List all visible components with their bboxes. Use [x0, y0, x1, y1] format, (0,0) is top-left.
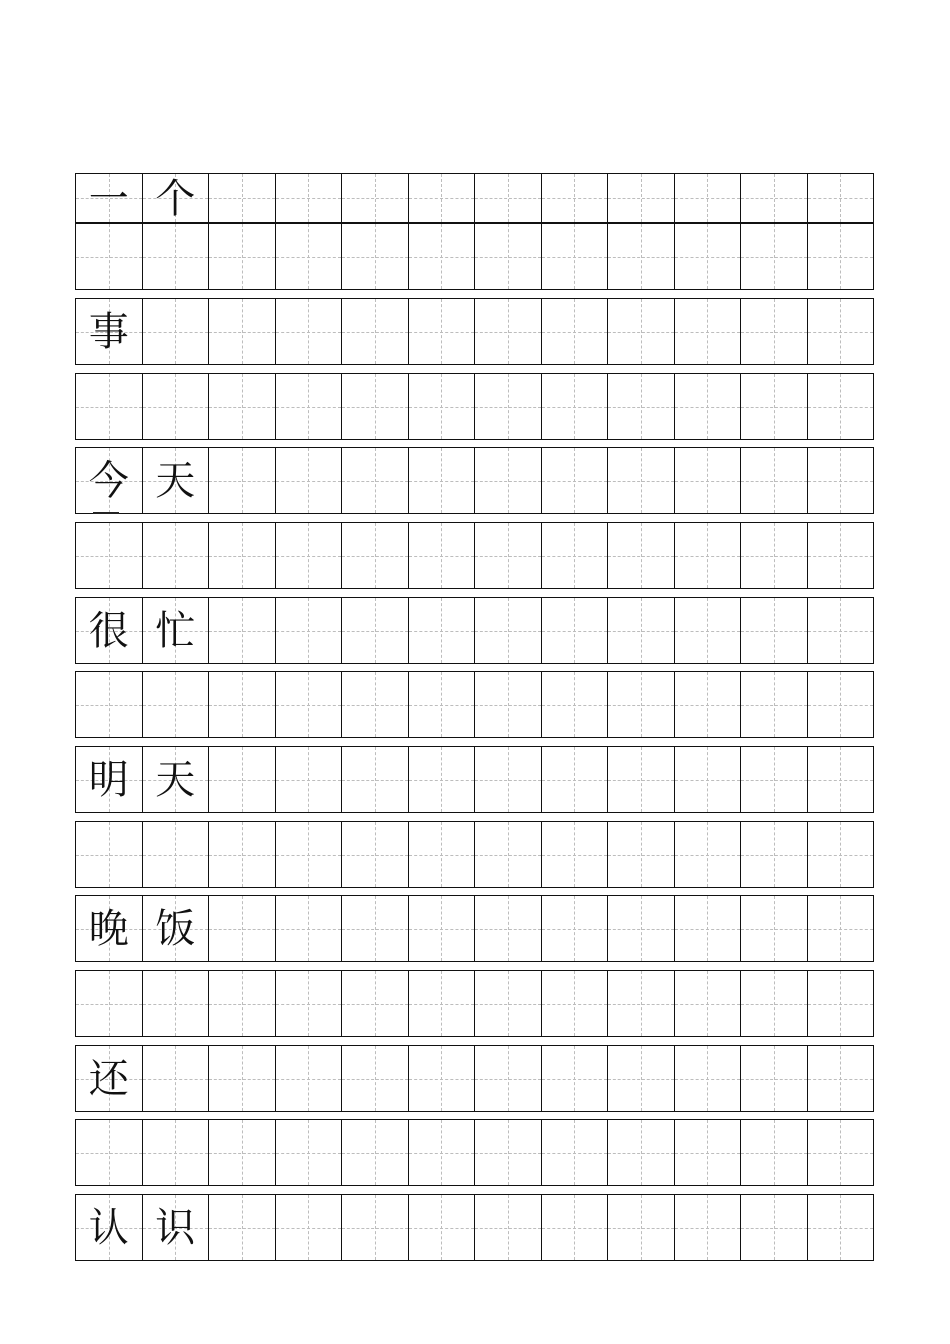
grid-cell[interactable]: [409, 1195, 476, 1260]
grid-cell[interactable]: [409, 174, 476, 222]
grid-cell[interactable]: [741, 598, 808, 663]
grid-cell[interactable]: [542, 1046, 609, 1111]
grid-cell[interactable]: [209, 1195, 276, 1260]
grid-cell[interactable]: [143, 1120, 210, 1185]
grid-cell[interactable]: [675, 598, 742, 663]
grid-cell[interactable]: [143, 971, 210, 1036]
grid-cell[interactable]: [741, 747, 808, 812]
grid-cell[interactable]: [475, 1195, 542, 1260]
grid-row: [75, 895, 874, 962]
grid-cell[interactable]: [608, 1120, 675, 1185]
practice-character: 天: [155, 756, 196, 803]
grid-cell[interactable]: [542, 523, 609, 588]
grid-cell[interactable]: [409, 1120, 476, 1185]
grid-cell[interactable]: [475, 747, 542, 812]
grid-cell[interactable]: [276, 374, 343, 439]
grid-cell[interactable]: [675, 174, 742, 222]
grid-cell[interactable]: [475, 672, 542, 737]
grid-cell[interactable]: [209, 1120, 276, 1185]
grid-row: [75, 173, 874, 223]
grid-cell[interactable]: [475, 374, 542, 439]
grid-cell[interactable]: [608, 1046, 675, 1111]
grid-cell[interactable]: [608, 598, 675, 663]
grid-cell[interactable]: [808, 1120, 874, 1185]
grid-cell[interactable]: [342, 672, 409, 737]
grid-cell[interactable]: [475, 971, 542, 1036]
grid-cell[interactable]: [143, 174, 210, 222]
grid-cell[interactable]: [143, 747, 210, 812]
grid-cell[interactable]: [342, 896, 409, 961]
practice-character: 事: [88, 308, 129, 355]
grid-cell[interactable]: [276, 448, 343, 513]
grid-row: [75, 522, 874, 589]
grid-cell[interactable]: [542, 374, 609, 439]
grid-cell[interactable]: [741, 374, 808, 439]
grid-cell[interactable]: [675, 896, 742, 961]
grid-cell[interactable]: [409, 299, 476, 364]
practice-character: 很: [88, 607, 129, 654]
grid-row: [75, 746, 874, 813]
grid-cell[interactable]: [276, 1046, 343, 1111]
grid-cell[interactable]: [143, 822, 210, 887]
grid-cell[interactable]: [808, 598, 874, 663]
grid-row: [75, 671, 874, 738]
grid-cell[interactable]: [76, 672, 143, 737]
grid-cell[interactable]: [542, 174, 609, 222]
grid-cell[interactable]: [808, 374, 874, 439]
grid-cell[interactable]: [542, 1120, 609, 1185]
grid-cell[interactable]: [542, 1195, 609, 1260]
grid-cell[interactable]: [409, 1046, 476, 1111]
grid-cell[interactable]: [475, 523, 542, 588]
grid-cell[interactable]: [209, 523, 276, 588]
grid-cell[interactable]: [675, 672, 742, 737]
grid-cell[interactable]: [542, 896, 609, 961]
grid-cell[interactable]: [741, 672, 808, 737]
grid-cell[interactable]: [475, 224, 542, 289]
practice-character: 识: [155, 1204, 196, 1251]
grid-row: [75, 1119, 874, 1186]
grid-cell[interactable]: [276, 224, 343, 289]
grid-cell[interactable]: [342, 224, 409, 289]
grid-cell[interactable]: [608, 224, 675, 289]
practice-character: 认: [88, 1204, 129, 1251]
grid-cell[interactable]: [143, 374, 210, 439]
grid-cell[interactable]: [342, 1120, 409, 1185]
grid-cell[interactable]: [209, 174, 276, 222]
grid-cell[interactable]: [608, 299, 675, 364]
grid-cell[interactable]: [542, 224, 609, 289]
grid-cell[interactable]: [143, 523, 210, 588]
grid-cell[interactable]: [475, 174, 542, 222]
grid-cell[interactable]: [276, 672, 343, 737]
grid-cell[interactable]: [276, 822, 343, 887]
practice-character: 天: [155, 457, 196, 504]
grid-cell[interactable]: [209, 448, 276, 513]
grid-cell[interactable]: [741, 971, 808, 1036]
grid-cell[interactable]: [76, 747, 143, 812]
grid-cell[interactable]: [76, 971, 143, 1036]
grid-cell[interactable]: [342, 523, 409, 588]
grid-cell[interactable]: [342, 448, 409, 513]
grid-cell[interactable]: [276, 523, 343, 588]
grid-cell[interactable]: [76, 224, 143, 289]
grid-cell[interactable]: [342, 971, 409, 1036]
grid-cell[interactable]: [741, 822, 808, 887]
stray-stroke-mark: [93, 512, 119, 514]
practice-character: 晚: [88, 905, 129, 952]
grid-row: [75, 373, 874, 440]
grid-cell[interactable]: [409, 523, 476, 588]
grid-cell[interactable]: [76, 1195, 143, 1260]
grid-cell[interactable]: [409, 224, 476, 289]
grid-cell[interactable]: [808, 672, 874, 737]
grid-row: [75, 447, 874, 514]
grid-cell[interactable]: [342, 598, 409, 663]
grid-cell[interactable]: [209, 374, 276, 439]
grid-cell[interactable]: [542, 822, 609, 887]
grid-cell[interactable]: [209, 747, 276, 812]
grid-cell[interactable]: [276, 971, 343, 1036]
grid-cell[interactable]: [808, 448, 874, 513]
grid-cell[interactable]: [741, 1046, 808, 1111]
grid-cell[interactable]: [209, 1046, 276, 1111]
grid-cell[interactable]: [409, 822, 476, 887]
grid-cell[interactable]: [475, 1120, 542, 1185]
grid-cell[interactable]: [143, 1046, 210, 1111]
grid-cell[interactable]: [608, 971, 675, 1036]
grid-cell[interactable]: [475, 299, 542, 364]
grid-cell[interactable]: [675, 1120, 742, 1185]
grid-cell[interactable]: [808, 822, 874, 887]
grid-cell[interactable]: [675, 224, 742, 289]
grid-cell[interactable]: [209, 598, 276, 663]
grid-cell[interactable]: [741, 1195, 808, 1260]
grid-row: [75, 298, 874, 365]
grid-cell[interactable]: [76, 598, 143, 663]
grid-cell[interactable]: [209, 299, 276, 364]
grid-cell[interactable]: [608, 523, 675, 588]
grid-cell[interactable]: [342, 174, 409, 222]
grid-cell[interactable]: [808, 1046, 874, 1111]
grid-cell[interactable]: [675, 448, 742, 513]
grid-cell[interactable]: [608, 747, 675, 812]
grid-cell[interactable]: [342, 374, 409, 439]
grid-cell[interactable]: [741, 896, 808, 961]
practice-character: 忙: [155, 607, 196, 654]
grid-cell[interactable]: [409, 598, 476, 663]
grid-cell[interactable]: [342, 1046, 409, 1111]
grid-cell[interactable]: [209, 971, 276, 1036]
grid-cell[interactable]: [808, 174, 874, 222]
grid-cell[interactable]: [608, 1195, 675, 1260]
grid-cell[interactable]: [741, 299, 808, 364]
grid-cell[interactable]: [608, 174, 675, 222]
grid-cell[interactable]: [475, 448, 542, 513]
grid-cell[interactable]: [409, 971, 476, 1036]
grid-cell[interactable]: [409, 374, 476, 439]
grid-cell[interactable]: [808, 896, 874, 961]
practice-character: 饭: [155, 905, 196, 952]
grid-cell[interactable]: [143, 672, 210, 737]
grid-cell[interactable]: [276, 747, 343, 812]
grid-cell[interactable]: [276, 174, 343, 222]
grid-cell[interactable]: [675, 374, 742, 439]
grid-cell[interactable]: [143, 448, 210, 513]
grid-cell[interactable]: [342, 1195, 409, 1260]
grid-cell[interactable]: [276, 1120, 343, 1185]
grid-cell[interactable]: [675, 1195, 742, 1260]
grid-cell[interactable]: [808, 971, 874, 1036]
grid-cell[interactable]: [409, 896, 476, 961]
grid-cell[interactable]: [76, 523, 143, 588]
grid-cell[interactable]: [143, 896, 210, 961]
grid-cell[interactable]: [675, 747, 742, 812]
grid-cell[interactable]: [608, 672, 675, 737]
grid-cell[interactable]: [608, 896, 675, 961]
grid-cell[interactable]: [542, 448, 609, 513]
grid-cell[interactable]: [409, 448, 476, 513]
grid-cell[interactable]: [143, 299, 210, 364]
grid-cell[interactable]: [76, 299, 143, 364]
grid-cell[interactable]: [209, 896, 276, 961]
grid-cell[interactable]: [475, 598, 542, 663]
grid-cell[interactable]: [276, 598, 343, 663]
grid-cell[interactable]: [342, 822, 409, 887]
practice-character: 明: [88, 756, 129, 803]
grid-cell[interactable]: [143, 1195, 210, 1260]
grid-cell[interactable]: [76, 1046, 143, 1111]
grid-cell[interactable]: [409, 747, 476, 812]
grid-cell[interactable]: [76, 174, 143, 222]
grid-cell[interactable]: [209, 822, 276, 887]
grid-cell[interactable]: [741, 224, 808, 289]
grid-cell[interactable]: [808, 299, 874, 364]
grid-cell[interactable]: [675, 299, 742, 364]
grid-cell[interactable]: [542, 747, 609, 812]
grid-cell[interactable]: [608, 448, 675, 513]
grid-cell[interactable]: [276, 299, 343, 364]
grid-cell[interactable]: [608, 374, 675, 439]
grid-cell[interactable]: [209, 672, 276, 737]
grid-cell[interactable]: [608, 822, 675, 887]
grid-cell[interactable]: [409, 672, 476, 737]
grid-cell[interactable]: [475, 822, 542, 887]
grid-cell[interactable]: [276, 1195, 343, 1260]
grid-cell[interactable]: [276, 896, 343, 961]
grid-cell[interactable]: [209, 224, 276, 289]
grid-cell[interactable]: [143, 598, 210, 663]
grid-row: [75, 223, 874, 290]
grid-cell[interactable]: [542, 299, 609, 364]
grid-cell[interactable]: [342, 299, 409, 364]
grid-cell[interactable]: [808, 747, 874, 812]
grid-row: [75, 597, 874, 664]
practice-character: 还: [88, 1055, 129, 1102]
practice-character: 个: [155, 175, 196, 222]
grid-cell[interactable]: [475, 1046, 542, 1111]
grid-cell[interactable]: [76, 1120, 143, 1185]
grid-cell[interactable]: [475, 896, 542, 961]
grid-cell[interactable]: [741, 1120, 808, 1185]
grid-cell[interactable]: [675, 971, 742, 1036]
grid-cell[interactable]: [675, 822, 742, 887]
grid-cell[interactable]: [542, 672, 609, 737]
grid-row: [75, 970, 874, 1037]
grid-cell[interactable]: [741, 174, 808, 222]
grid-row: [75, 821, 874, 888]
grid-cell[interactable]: [741, 448, 808, 513]
grid-cell[interactable]: [76, 374, 143, 439]
practice-character: 一: [88, 175, 129, 222]
grid-cell[interactable]: [808, 523, 874, 588]
grid-row: [75, 1194, 874, 1261]
grid-cell[interactable]: [675, 523, 742, 588]
grid-cell[interactable]: [808, 1195, 874, 1260]
practice-character: 今: [88, 457, 129, 504]
grid-cell[interactable]: [143, 224, 210, 289]
grid-cell[interactable]: [808, 224, 874, 289]
grid-cell[interactable]: [542, 598, 609, 663]
grid-cell[interactable]: [76, 822, 143, 887]
grid-cell[interactable]: [542, 971, 609, 1036]
grid-cell[interactable]: [76, 448, 143, 513]
grid-cell[interactable]: [675, 1046, 742, 1111]
grid-cell[interactable]: [741, 523, 808, 588]
grid-cell[interactable]: [342, 747, 409, 812]
grid-row: [75, 1045, 874, 1112]
grid-cell[interactable]: [76, 896, 143, 961]
